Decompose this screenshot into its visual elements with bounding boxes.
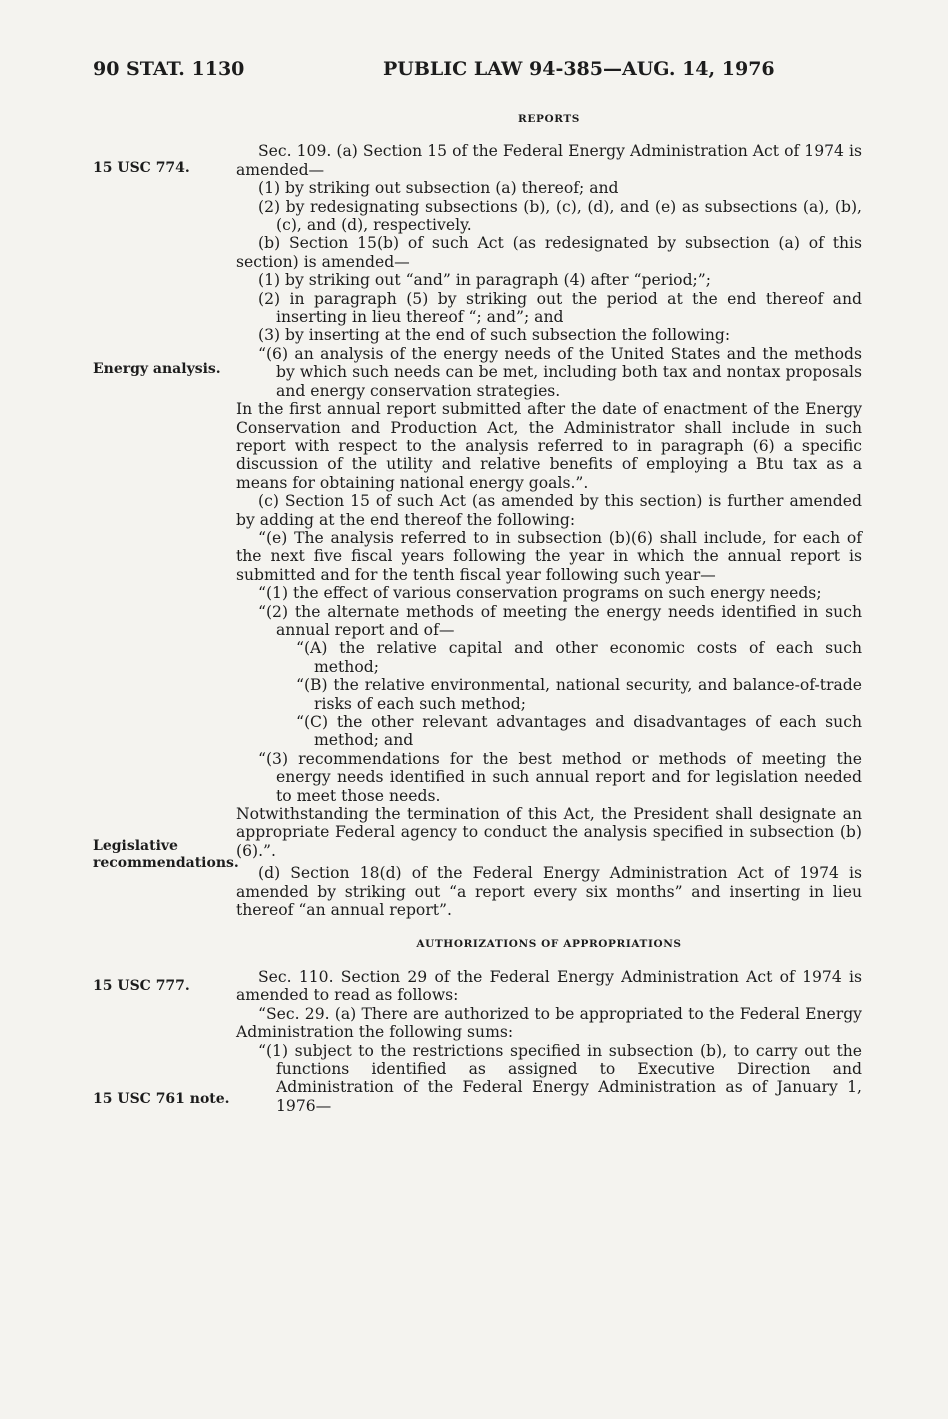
authorizations-heading: AUTHORIZATIONS OF APPROPRIATIONS [416,938,682,951]
sec109-c-e3: “(3) recommendations for the best method or methods of meeting the energy needs identified in such annual report and for legislation needed to meet those needs. [258,749,862,805]
sec109-c: (c) Section 15 of such Act (as amended by this section) is further amended by adding at the end thereof the following: [236,492,862,529]
sec110: Sec. 110. Section 29 of the Federal Energy Administration Act of 1974 is amended to read as follows: [236,967,862,1005]
margin-note-legislative: Legislative [93,838,178,854]
margin-note-15-usc-761: 15 USC 761 note. [93,1091,230,1107]
sec109-b1: (1) by striking out “and” in paragraph (4) after “period;”; [258,271,712,290]
sec109-c-e2c: “(C) the other relevant advantages and disadvantages of each such method; and [296,713,862,750]
sec109-b3: (3) by inserting at the end of such subsection the following: [258,326,731,345]
sec109-a: Sec. 109. (a) Section 15 of the Federal Energy Administration Act of 1974 is amended— [236,142,862,179]
sec109-b3-quote: “(6) an analysis of the energy needs of the United States and the methods by which such needs can be met, including both tax and nontax proposals and energy conservation strategies. [258,344,862,400]
margin-note-recommendations: recommendations. [93,855,239,871]
page-header [93,58,868,88]
sec109-b-paragraph: In the first annual report submitted after the date of enactment of the Energy Conservation and Production Act, the Administrator shall include in such report with respect to the analysis referred to in paragraph (6) a specific discussion of the utility and relative benefits of employing a Btu tax as a means for obtaining national energy goals.”. [236,400,862,492]
sec109-b: (b) Section 15(b) of such Act (as redesignated by subsection (a) of this section) is amended— [236,234,862,271]
margin-note-15-usc-774: 15 USC 774. [93,160,190,176]
sec109-c-e2b: “(B) the relative environmental, national security, and balance-of-trade risks of each such method; [296,676,862,713]
sec110-29a1: “(1) subject to the restrictions specified in subsection (b), to carry out the functions identified as assigned to Executive Direction and Administration of the Federal Energy Administration as of January 1, 1976— [258,1041,862,1115]
sec109-c-e: “(e) The analysis referred to in subsection (b)(6) shall include, for each of the next five fiscal years following the year in which the annual report is submitted and for the tenth fiscal year following such year— [236,528,862,584]
sec109-a1: (1) by striking out subsection (a) thereof; and [258,179,619,198]
sec109-c-paragraph: Notwithstanding the termination of this Act, the President shall designate an appropriate Federal agency to conduct the analysis specified in subsection (b)(6).”. [236,805,862,860]
sec109-c-e2a: “(A) the relative capital and other economic costs of each such method; [296,639,862,676]
public-law-title: PUBLIC LAW 94-385—AUG. 14, 1976 [383,58,775,80]
sec109-c-e2: “(2) the alternate methods of meeting the energy needs identified in such annual report and of— [258,602,862,639]
sec109-c-e1: “(1) the effect of various conservation programs on such energy needs; [258,584,822,603]
reports-heading: REPORTS [518,113,580,125]
sec110-29a: “Sec. 29. (a) There are authorized to be appropriated to the Federal Energy Administration the following sums: [236,1004,862,1042]
margin-note-energy-analysis: Energy analysis. [93,361,221,377]
margin-note-15-usc-777: 15 USC 777. [93,978,190,994]
sec109-b2: (2) in paragraph (5) by striking out the period at the end thereof and inserting in lieu thereof “; and”; and [258,289,862,327]
sec109-a2: (2) by redesignating subsections (b), (c), (d), and (e) as subsections (a), (b), (c), and (d), respectively. [258,197,862,235]
page-body [236,100,862,1115]
sec109-d: (d) Section 18(d) of the Federal Energy Administration Act of 1974 is amended by striking out “a report every six months” and inserting in lieu thereof “an annual report”. [236,864,862,920]
statute-page-number: 90 STAT. 1130 [93,58,245,80]
